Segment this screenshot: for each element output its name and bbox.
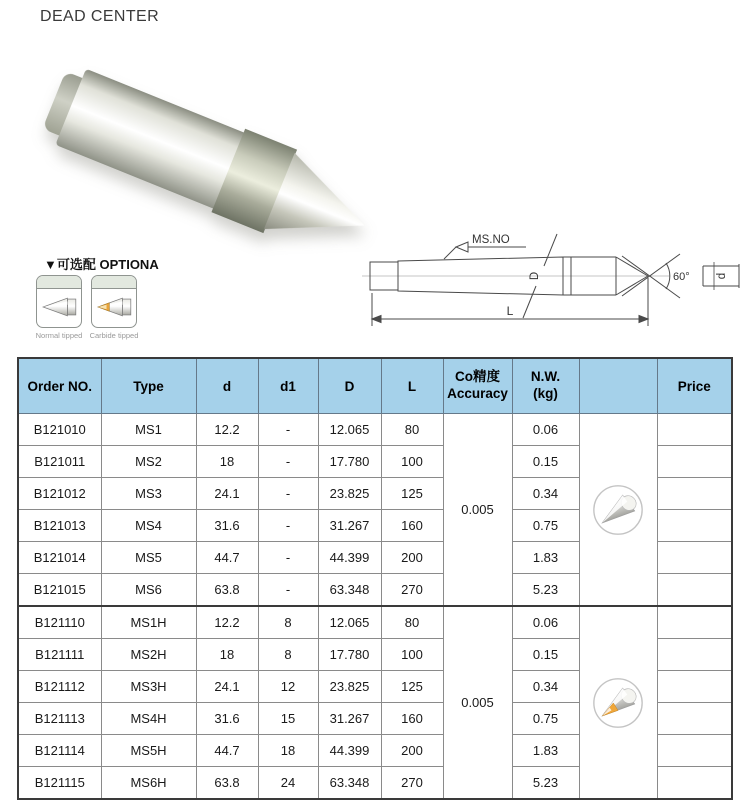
cell-L: 80 <box>381 414 443 446</box>
col-nw-line1: N.W. <box>530 369 561 385</box>
cell-type: MS3H <box>101 671 196 703</box>
col-image <box>579 358 657 414</box>
cell-L: 270 <box>381 574 443 607</box>
col-accuracy-line1: Co精度 <box>455 369 500 385</box>
cell-order-no: B121110 <box>18 606 101 639</box>
cell-normal-tip-icon <box>579 414 657 607</box>
cell-L: 200 <box>381 735 443 767</box>
cell-d1: 18 <box>258 735 318 767</box>
cell-type: MS4H <box>101 703 196 735</box>
cell-d: 63.8 <box>196 767 258 800</box>
cell-type: MS1H <box>101 606 196 639</box>
cell-order-no: B121012 <box>18 478 101 510</box>
cell-type: MS4 <box>101 510 196 542</box>
cell-price <box>657 639 732 671</box>
normal-tip-icon <box>592 484 644 536</box>
cell-L: 125 <box>381 478 443 510</box>
cell-L: 160 <box>381 703 443 735</box>
cell-type: MS1 <box>101 414 196 446</box>
cell-net-weight: 1.83 <box>512 735 579 767</box>
cell-order-no: B121112 <box>18 671 101 703</box>
cell-D: 12.065 <box>318 606 381 639</box>
cell-d1: 8 <box>258 606 318 639</box>
cell-price <box>657 542 732 574</box>
col-accuracy-line2: Accuracy <box>447 386 508 401</box>
cell-D: 23.825 <box>318 478 381 510</box>
cell-type: MS5H <box>101 735 196 767</box>
cell-net-weight: 1.83 <box>512 542 579 574</box>
cell-net-weight: 0.15 <box>512 446 579 478</box>
dead-center-tool-image <box>38 59 386 268</box>
cell-D: 23.825 <box>318 671 381 703</box>
cell-L: 100 <box>381 639 443 671</box>
cell-L: 100 <box>381 446 443 478</box>
option-label-carbide: Carbide tipped <box>89 331 139 340</box>
cell-net-weight: 0.75 <box>512 703 579 735</box>
cell-L: 200 <box>381 542 443 574</box>
cell-price <box>657 671 732 703</box>
option-normal-tipped <box>36 275 82 328</box>
cell-net-weight: 0.75 <box>512 510 579 542</box>
cell-d1: - <box>258 414 318 446</box>
cell-D: 31.267 <box>318 703 381 735</box>
col-L: L <box>381 358 443 414</box>
option-carbide-tipped <box>91 275 137 328</box>
cell-price <box>657 446 732 478</box>
cell-order-no: B121114 <box>18 735 101 767</box>
cell-net-weight: 0.34 <box>512 671 579 703</box>
cell-d1: 12 <box>258 671 318 703</box>
cell-order-no: B121013 <box>18 510 101 542</box>
cell-d1: - <box>258 542 318 574</box>
normal-tip-cone-icon <box>40 293 78 321</box>
cell-accuracy: 0.005 <box>443 606 512 799</box>
carbide-tip-icon <box>592 677 644 729</box>
cell-d: 18 <box>196 446 258 478</box>
cell-order-no: B121111 <box>18 639 101 671</box>
cell-D: 17.780 <box>318 446 381 478</box>
option-box-band <box>37 276 81 289</box>
cell-d1: 8 <box>258 639 318 671</box>
diagram-angle-label: 60° <box>673 271 690 283</box>
diagram-dim-D-label: D <box>529 271 541 281</box>
cell-price <box>657 767 732 800</box>
page-title: DEAD CENTER <box>40 8 160 25</box>
cell-carbide-tip-icon <box>579 606 657 799</box>
cell-d: 24.1 <box>196 671 258 703</box>
table-header-row <box>18 358 732 414</box>
cell-type: MS6H <box>101 767 196 800</box>
cell-order-no: B121115 <box>18 767 101 800</box>
cell-d: 18 <box>196 639 258 671</box>
cell-accuracy: 0.005 <box>443 414 512 607</box>
diagram-msno-label: MS.NO <box>472 234 510 246</box>
cell-d1: 24 <box>258 767 318 800</box>
cell-net-weight: 5.23 <box>512 767 579 800</box>
col-price: Price <box>657 358 732 414</box>
cell-d: 24.1 <box>196 478 258 510</box>
cell-type: MS2 <box>101 446 196 478</box>
table-row <box>18 606 732 639</box>
cell-net-weight: 0.06 <box>512 606 579 639</box>
cell-net-weight: 5.23 <box>512 574 579 607</box>
cell-order-no: B121011 <box>18 446 101 478</box>
cell-order-no: B121113 <box>18 703 101 735</box>
cell-price <box>657 478 732 510</box>
cell-order-no: B121015 <box>18 574 101 607</box>
cell-d1: - <box>258 510 318 542</box>
spec-table-section <box>17 357 733 800</box>
diagram-dim-L-label: L <box>506 304 514 318</box>
cell-net-weight: 0.34 <box>512 478 579 510</box>
cell-D: 12.065 <box>318 414 381 446</box>
table-row <box>18 414 732 446</box>
option-box-band <box>92 276 136 289</box>
cell-order-no: B121010 <box>18 414 101 446</box>
cell-price <box>657 606 732 639</box>
spec-table <box>17 357 733 800</box>
cell-d1: - <box>258 478 318 510</box>
cell-price <box>657 414 732 446</box>
cell-L: 125 <box>381 671 443 703</box>
optional-heading: ▼可选配 OPTIONA <box>44 257 159 272</box>
cell-D: 63.348 <box>318 574 381 607</box>
cell-L: 270 <box>381 767 443 800</box>
col-D: D <box>318 358 381 414</box>
cell-type: MS2H <box>101 639 196 671</box>
cell-d: 44.7 <box>196 542 258 574</box>
cell-d1: 15 <box>258 703 318 735</box>
col-nw-line2: (kg) <box>533 386 558 401</box>
cell-price <box>657 574 732 607</box>
cell-type: MS5 <box>101 542 196 574</box>
cell-type: MS6 <box>101 574 196 607</box>
cell-price <box>657 735 732 767</box>
col-d1: d1 <box>258 358 318 414</box>
product-photo <box>40 52 370 242</box>
cell-D: 44.399 <box>318 735 381 767</box>
option-label-normal: Normal tipped <box>35 331 83 340</box>
cell-d: 31.6 <box>196 703 258 735</box>
col-d: d <box>196 358 258 414</box>
cell-D: 63.348 <box>318 767 381 800</box>
cell-order-no: B121014 <box>18 542 101 574</box>
cell-d1: - <box>258 574 318 607</box>
cell-D: 17.780 <box>318 639 381 671</box>
cell-L: 160 <box>381 510 443 542</box>
cell-L: 80 <box>381 606 443 639</box>
col-type: Type <box>101 358 196 414</box>
cell-net-weight: 0.15 <box>512 639 579 671</box>
technical-diagram <box>358 222 743 334</box>
cell-D: 44.399 <box>318 542 381 574</box>
col-net-weight <box>512 358 579 414</box>
cell-D: 31.267 <box>318 510 381 542</box>
diagram-cone-edge <box>616 257 648 276</box>
carbide-tip-cone-icon <box>95 293 133 321</box>
cell-d: 31.6 <box>196 510 258 542</box>
cell-d: 12.2 <box>196 414 258 446</box>
diagram-msno-flag <box>456 242 468 252</box>
cell-price <box>657 703 732 735</box>
cell-d1: - <box>258 446 318 478</box>
cell-net-weight: 0.06 <box>512 414 579 446</box>
diagram-dim-d-label: d <box>716 272 728 280</box>
cell-d: 63.8 <box>196 574 258 607</box>
cell-type: MS3 <box>101 478 196 510</box>
col-order-no: Order NO. <box>18 358 101 414</box>
cell-price <box>657 510 732 542</box>
tool-shank <box>55 69 243 209</box>
cell-d: 12.2 <box>196 606 258 639</box>
col-accuracy <box>443 358 512 414</box>
cell-d: 44.7 <box>196 735 258 767</box>
